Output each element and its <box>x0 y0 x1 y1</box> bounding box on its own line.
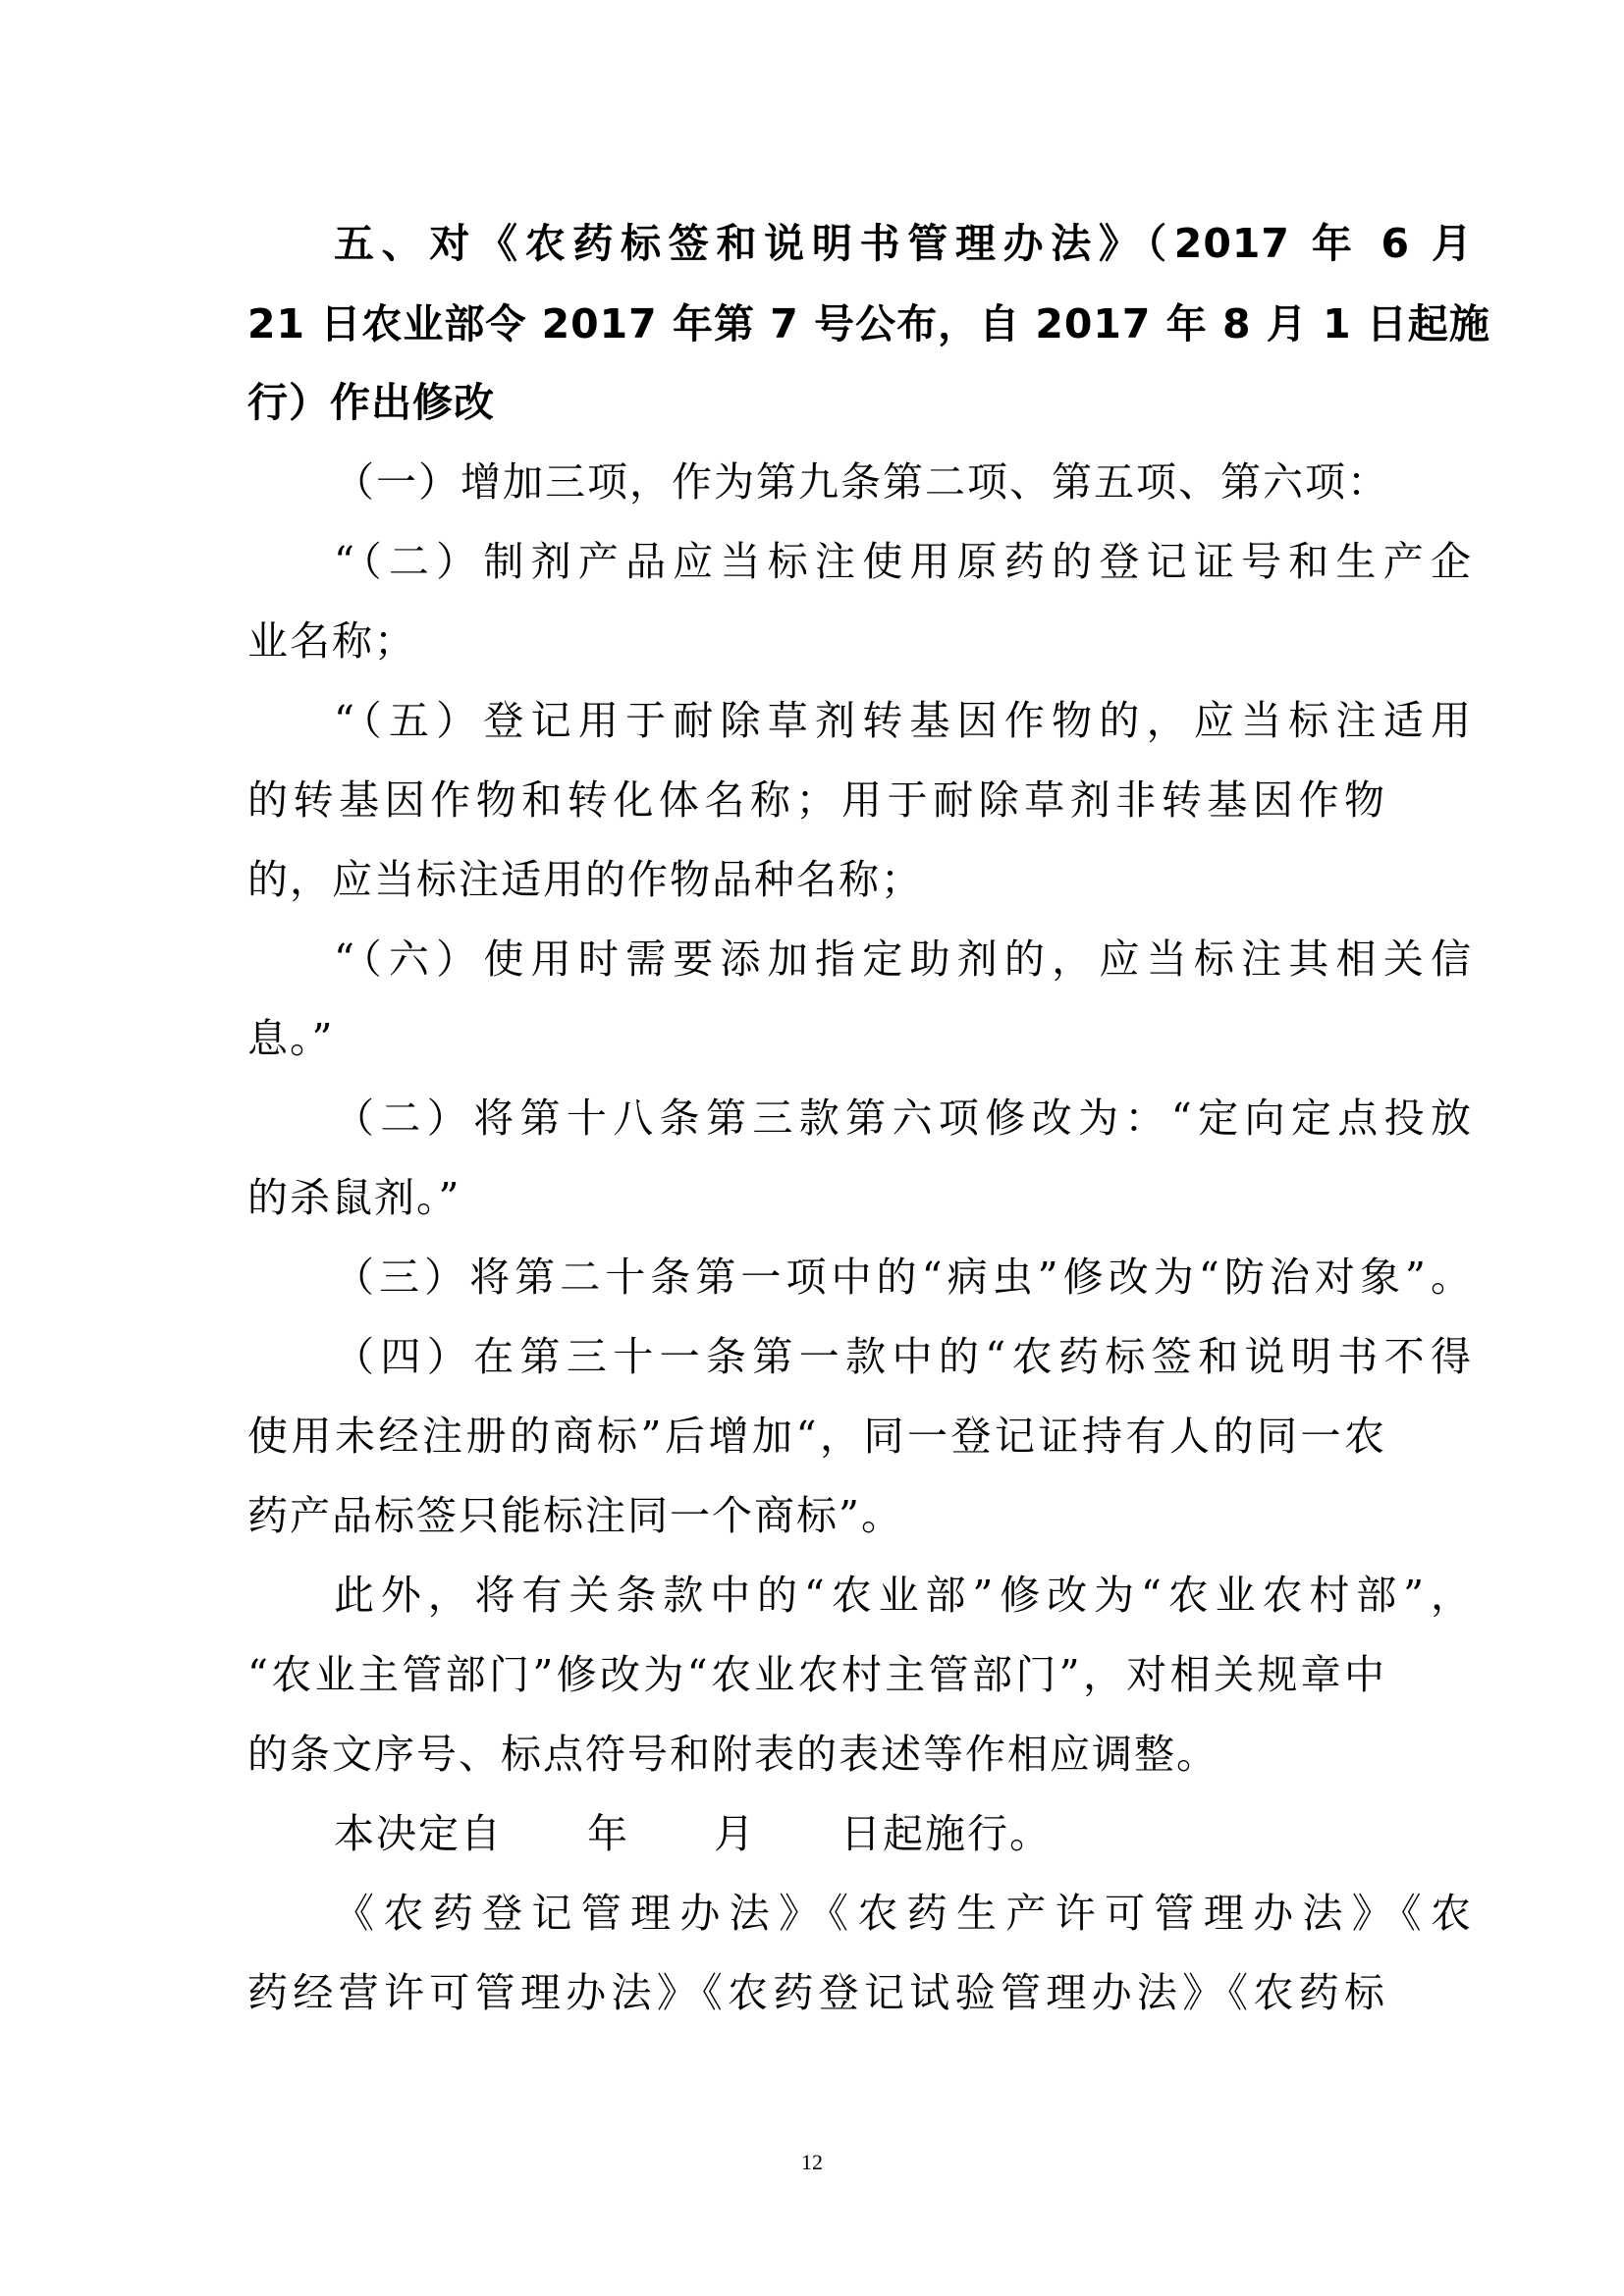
body-line: 的杀鼠剂。” <box>247 1174 461 1221</box>
body-line: 药经营许可管理办法》《农药登记试验管理办法》《农药标 <box>247 1969 1386 2016</box>
section-heading-line-3: 行）作出修改 <box>247 379 495 426</box>
body-line: 本决定自 年 月 日起施行。 <box>334 1810 1052 1857</box>
body-line: 此外，将有关条款中的“农业部”修改为“农业农村部”， <box>334 1572 1473 1619</box>
body-line: （一）增加三项，作为第九条第二项、第五项、第六项： <box>334 458 1389 506</box>
section-heading-line-1: 五、对《农药标签和说明书管理办法》（2017 年 6 月 <box>334 220 1473 267</box>
body-line: “农业主管部门”修改为“农业农村主管部门”，对相关规章中 <box>247 1651 1386 1698</box>
body-line: 的，应当标注适用的作物品种名称； <box>247 856 923 903</box>
body-line: 业名称； <box>247 617 416 665</box>
body-line: “（五）登记用于耐除草剂转基因作物的，应当标注适用 <box>334 697 1473 744</box>
body-line: （三）将第二十条第一项中的“病虫”修改为“防治对象”。 <box>334 1254 1473 1301</box>
body-line: “（六）使用时需要添加指定助剂的，应当标注其相关信 <box>334 935 1473 983</box>
body-line: 使用未经注册的商标”后增加“，同一登记证持有人的同一农 <box>247 1413 1386 1460</box>
page-number: 12 <box>801 2150 823 2174</box>
body-line: （二）将第十八条第三款第六项修改为：“定向定点投放 <box>334 1095 1473 1142</box>
section-heading-line-2: 21 日农业部令 2017 年第 7 号公布，自 2017 年 8 月 1 日起施 <box>247 300 1490 347</box>
body-line: 息。” <box>247 1015 335 1062</box>
body-line: 的条文序号、标点符号和附表的表述等作相应调整。 <box>247 1731 1218 1778</box>
body-line: 的转基因作物和转化体名称；用于耐除草剂非转基因作物 <box>247 776 1386 824</box>
body-line: 《农药登记管理办法》《农药生产许可管理办法》《农 <box>334 1890 1473 1937</box>
body-line: “（二）制剂产品应当标注使用原药的登记证号和生产企 <box>334 538 1473 585</box>
body-line: （四）在第三十一条第一款中的“农药标签和说明书不得 <box>334 1333 1473 1380</box>
body-line: 药产品标签只能标注同一个商标”。 <box>247 1492 903 1539</box>
